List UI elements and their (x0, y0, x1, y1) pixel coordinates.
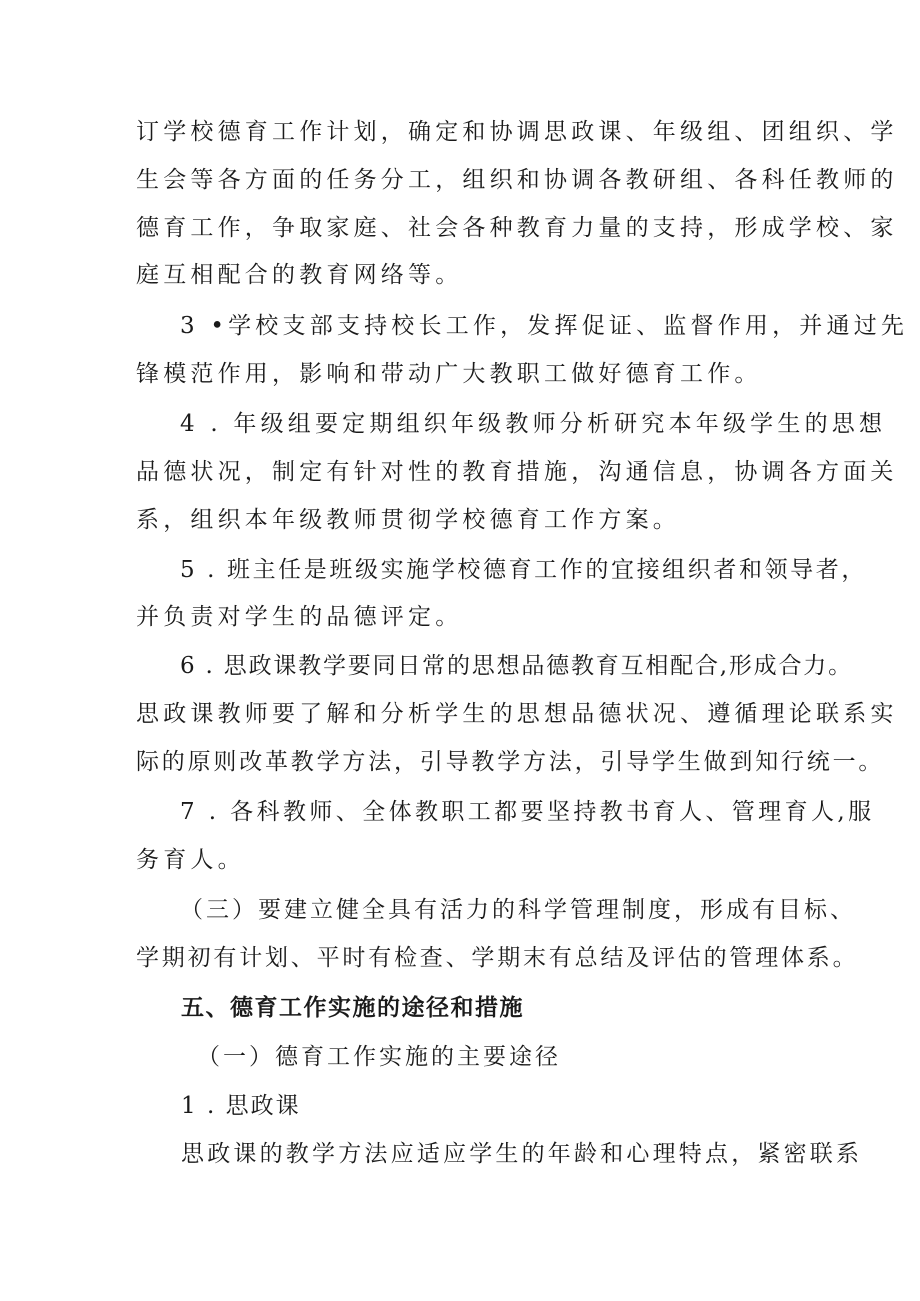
text-line: 思政课教师要了解和分析学生的思想品德状况、遵循理论联系实 (136, 701, 898, 727)
text-line: 5 . 班主任是班级实施学校德育工作的宜接组织者和领导者， (180, 557, 867, 583)
text-line: 思政课的教学方法应适应学生的年龄和心理特点，紧密联系 (181, 1141, 863, 1167)
item-heading: 1 . 思政课 (181, 1093, 301, 1119)
text-line: 4 . 年级组要定期组织年级教师分析研究本年级学生的思想 (180, 411, 887, 437)
text-line: 品德状况，制定有针对性的教育措施，沟通信息，协调各方面关 (136, 459, 898, 485)
text-line: 6 . 思政课教学要同日常的思想品德教育互相配合,形成合力。 (180, 653, 853, 679)
section-heading: 五、德育工作实施的途径和措施 (181, 995, 524, 1021)
text-line: 德育工作，争取家庭、社会各种教育力量的支持，形成学校、家 (136, 215, 898, 241)
text-line: 系，组织本年级教师贯彻学校德育工作方案。 (136, 507, 680, 533)
text-line: （三）要建立健全具有活力的科学管理制度，形成有目标、 (180, 897, 856, 923)
text-line: 订学校德育工作计划，确定和协调思政课、年级组、团组织、学 (136, 119, 898, 145)
subsection-heading: （一）德育工作实施的主要途径 (197, 1044, 561, 1070)
text-line: 际的原则改革教学方法，引导教学方法，引导学生做到知行统一。 (136, 749, 885, 775)
text-line: 锋模范作用，影响和带动广大教职工做好德育工作。 (136, 361, 762, 387)
text-line: 生会等各方面的任务分工，组织和协调各教研组、各科任教师的 (136, 167, 898, 193)
text-line: 学期初有计划、平时有检查、学期末有总结及评估的管理体系。 (136, 945, 859, 971)
text-line: 并负责对学生的品德评定。 (136, 604, 463, 630)
text-line: 庭互相配合的教育网络等。 (136, 262, 463, 288)
text-line: 7 . 各科教师、全体教职工都要坚持教书育人、管理育人,服 (180, 799, 875, 825)
text-line: 3 •学校支部支持校长工作，发挥促证、监督作用，并通过先 (180, 313, 909, 339)
text-line: 务育人。 (136, 847, 245, 873)
